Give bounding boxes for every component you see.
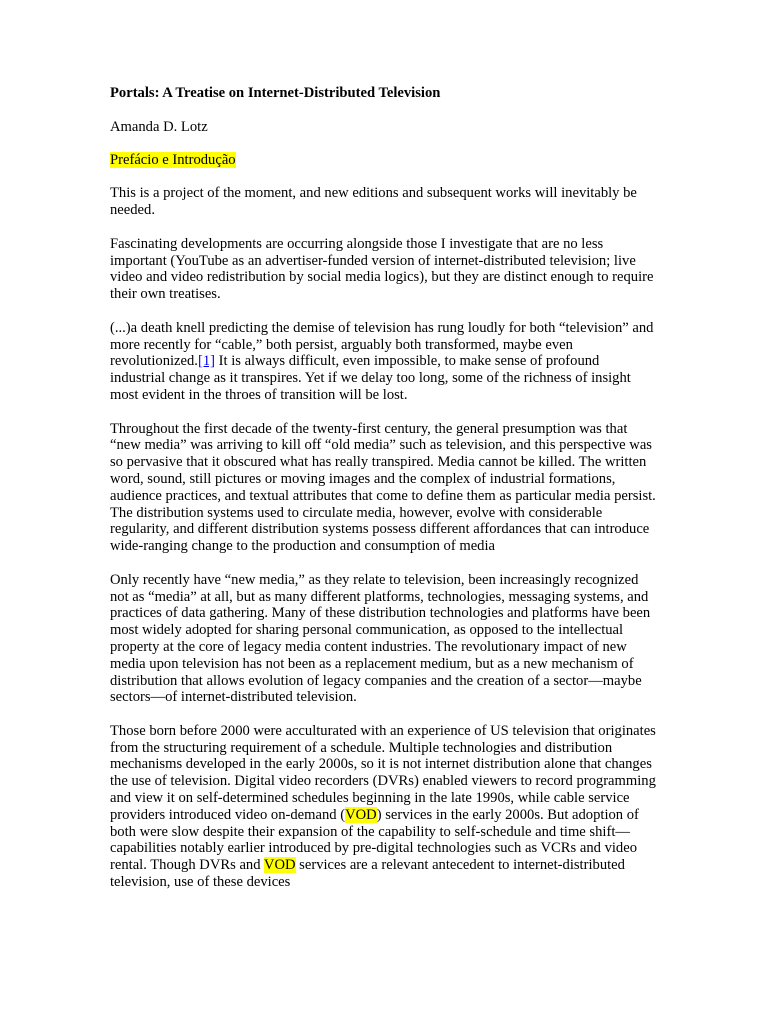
paragraph-6-text-c: services are a relevant antecedent to internet-distributed television, use of these devices [110, 857, 625, 891]
paragraph-6 [110, 723, 658, 891]
paragraph-3-text-before: (...)a death knell predicting the demise of television has rung loudly for both “television” and more recently for “cable,” both persist, arguably both transformed, maybe even revolutionized. [110, 319, 654, 370]
highlight-vod-2: VOD [263, 857, 296, 874]
section-heading [110, 152, 658, 169]
document-page [110, 85, 658, 908]
footnote-link-1[interactable]: [1] [197, 353, 215, 370]
paragraph-3 [110, 320, 658, 404]
paragraph-5: Only recently have “new media,” as they relate to television, been increasingly recognized not as “media” at all, but as many different platforms, technologies, messaging systems, and practices of data gathering. Many of these distribution technologies and platforms have been most widely adopted for sharing personal communication, as opposed to the intellectual property at the core of legacy media content industries. The revolutionary impact of new media upon television has not been as a replacement medium, but as a new mechanism of distribution that allows evolution of legacy companies and the creation of a sector—maybe sectors—of internet-distributed television. [110, 571, 651, 706]
paragraph-3-text-after: It is always difficult, even impossible, to make sense of profound industrial change as it transpires. Yet if we delay too long, some of the richness of insight most evident in the throes of transition will be lost. [110, 353, 631, 403]
paragraph-4: Throughout the first decade of the twenty-first century, the general presumption was that “new media” was arriving to kill off “old media” such as television, and this perspective was so pervasive that it obscured what has really transpired. Media cannot be killed. The written word, sound, still pictures or moving images and the complex of industrial formations, audience practices, and textual attributes that come to define them as particular media persist. The distribution systems used to circulate media, however, evolve with considerable regularity, and different distribution systems possess different affordances that can introduce wide-ranging change to the production and consumption of media [110, 420, 656, 555]
paragraph-1: This is a project of the moment, and new editions and subsequent works will inevitably be needed. [110, 185, 637, 219]
highlight-vod-1: VOD [345, 806, 377, 823]
paragraph-6-text-b: ) services in the early 2000s. But adoption of both were slow despite their expansion of the capability to self-schedule and time shift—capabilities notably earlier introduced by pre-digital technologies such as VCRs and video rental. Though DVRs and [110, 806, 639, 874]
paragraph-2: Fascinating developments are occurring alongside those I investigate that are no less important (YouTube as an advertiser-funded version of internet-distributed television; live video and video redistribution by social media logics), but they are distinct enough to require their own treatises. [110, 235, 654, 303]
author-name: Amanda D. Lotz [110, 118, 208, 135]
paragraph-6-text-a: Those born before 2000 were acculturated with an experience of US television that originates from the structuring requirement of a schedule. Multiple technologies and distribution mechanisms developed in the early 2000s, so it is not internet distribution alone that changes the use of television. Digital video recorders (DVRs) enabled viewers to record programming and view it on self-determined schedules beginning in the late 1990s, while cable service providers introduced video on-demand ( [110, 722, 656, 823]
document-title: Portals: A Treatise on Internet-Distributed Television [110, 85, 441, 101]
highlighted-heading-text: Prefácio e Introdução [110, 151, 236, 168]
